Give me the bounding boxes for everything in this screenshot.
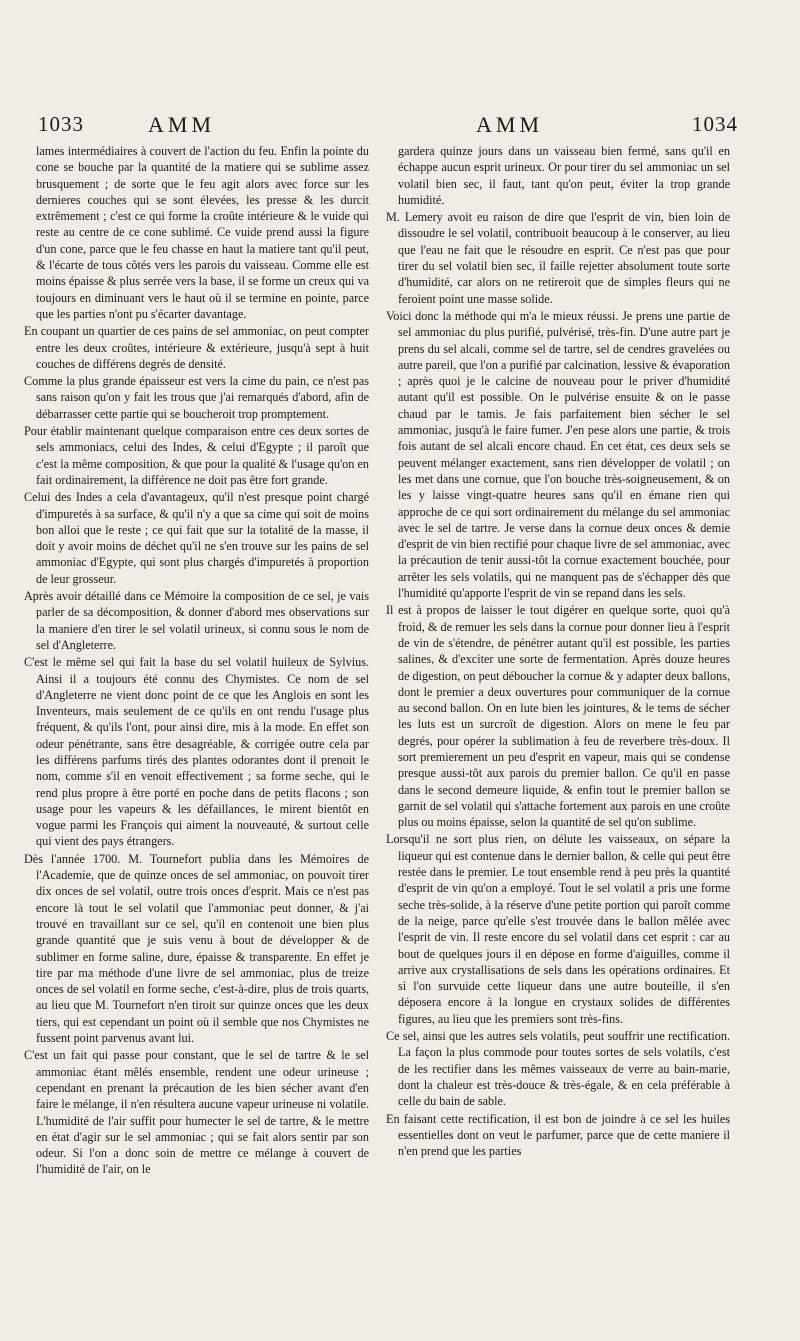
paragraph: Lorsqu'il ne sort plus rien, on délute les vaisseaux, on sépare la liqueur qui est contenue dans le dernier ballon, & celle qui peut être restée dans le premier. Le tout ensemble rend à peu près la quantité d'esprit de vin qu'on a employé. Tout le sel volatil a pris une forme seche très-solide, à la réserve d'une petite portion qui paroît comme de la neige, parce qu'elle s'est trouvée dans le ballon mêlée avec l'esprit de vin. Il reste encore du sel volatil dans cet esprit : car au bout de quelques jours il en dépose en forme d'aiguilles, comme il arrive aux crystallisations de sels dans les opérations ordinaires. Et si l'on survuide cette liqueur dans une autre bouteille, il s'en déposera encore à la longue en crystaux solides de différentes figures, au lieu que les premiers sont très-fins. [386, 832, 730, 1026]
paragraph: Ce sel, ainsi que les autres sels volatils, peut souffrir une rectification. La façon la plus commode pour toutes sortes de sels volatils, c'est de les rectifier dans les mêmes vaisseaux de verre au bain-marie, dont la chaleur est très-douce & très-égale, & en cela préférable à celle du bain de sable. [386, 1029, 730, 1109]
paragraph: M. Lemery avoit eu raison de dire que l'esprit de vin, bien loin de dissoudre le sel volatil, contribuoit beaucoup à le conserver, au lieu que l'eau ne fait que le résoudre en esprit. Ce n'est pas que pour tirer du sel volatil bien sec, il faille rejetter absolument toute sorte d'humidité, car alors on ne retireroit que de simples fleurs qui ne feroient point une masse solide. [386, 210, 730, 306]
paragraph: C'est le même sel qui fait la base du sel volatil huileux de Sylvius. Ainsi il a toujours été connu des Chymistes. Ce nom de sel d'Angleterre ne vient donc point de ce que les Anglois en sont les Inventeurs, mais seulement de ce qu'ils en ont rendu l'usage plus fréquent, & qu'ils l'ont, pour ainsi dire, mis à la mode. En effet son odeur pénétrante, sans être desagréable, & corrigée outre cela par les différens parfums tirés des plantes odorantes dont il prenoit le nom, comme s'il en venoit effectivement ; sa forme seche, qui le rend plus propre à être porté en poche dans de petits flacons ; son usage pour les vapeurs & les défaillances, le mirent bientôt en vogue parmi les François qui aiment la nouveauté, & surtout celle qui vient des pays étrangers. [24, 655, 369, 849]
page-number-left: 1033 [38, 112, 84, 136]
paragraph: Voici donc la méthode qui m'a le mieux réussi. Je prens une partie de sel ammoniac du plus purifié, pulvérisé, très-fin. D'une autre part je prens du sel alcali, comme sel de tartre, sel de cendres gravelées ou autre pareil, que l'on a purifié par calcination, lessive & évaporation ; après quoi je le calcine de nouveau pour le priver d'humidité autant qu'il est possible. On le pulvérise ensuite & on le passe chaud par le tamis. Je fais parfaitement bien sécher le sel ammoniac, jusqu'à le faire fumer. J'en pese alors une partie, & trois fois autant de sel alcali encore chaud. En cet état, ces deux sels se peuvent mélanger exactement, sans rien développer de volatil ; on les met dans une cornue, que l'on bouche très-soigneusement, & on les y laisse vingt-quatre heures sans qu'il en émane rien qui approche de ce qui sort ordinairement du mélange du sel ammoniac avec le sel de tartre. Je verse dans la cornue deux onces & demie d'esprit de vin bien rectifié pour chaque livre de sel ammoniac, avec la précaution de tenir aussi-tôt la cornue exactement bouchée, pour arrêter les sels volatils, qui ne manquent pas de s'échapper dès que l'humidité qu'apporte l'esprit de vin se repand dans les sels. [386, 308, 730, 601]
paragraph: C'est un fait qui passe pour constant, que le sel de tartre & le sel ammoniac étant mêlés ensemble, rendent une odeur urineuse ; cependant en prenant la précaution de les bien sécher avant d'en faire le mélange, il n'en résultera aucune vapeur urineuse ni volatile. L'humidité de l'air suffit pour humecter le sel de tartre, & le mettre en état d'agir sur le sel ammoniac ; qui se fait alors sentir par son odeur. Si l'on a donc soin de mettre ce mélange à couvert de l'humidité de l'air, on le [24, 1048, 369, 1177]
left-column [24, 143, 369, 1179]
paragraph: Après avoir détaillé dans ce Mémoire la composition de ce sel, je vais parler de sa décomposition, & donner d'abord mes observations sur la maniere d'en tirer le sel volatil urineux, si connu sous le nom de sel d'Angleterre. [24, 589, 369, 652]
running-header [38, 112, 738, 142]
page-number-right: 1034 [692, 112, 738, 136]
paragraph: gardera quinze jours dans un vaisseau bien fermé, sans qu'il en échappe aucun esprit urineux. Or pour tirer du sel ammoniac un sel volatil bien sec, il faut, tant qu'on peut, éviter la trop grande humidité. [398, 144, 730, 207]
right-column [386, 143, 730, 1160]
running-title-right: AMM [476, 112, 544, 137]
paragraph: Il est à propos de laisser le tout digérer en quelque sorte, quoi qu'à froid, & de remuer les sels dans la cornue pour donner lieu à l'esprit de vin de s'étendre, de pénétrer autant qu'il est possible, les parties salines, & d'exciter une sorte de fermentation. Après douze heures de digestion, on peut déboucher la cornue & y adapter deux ballons, dont le premier a deux ouvertures pour communiquer de la cornue au second ballon. On en lute bien les jointures, & le tems de sécher les luts est un surcroît de digestion. Alors on mene le feu par degrés, pour opérer la sublimation à feu de reverbere très-doux. Il sort premierement un peu d'esprit en vapeur, mais qui se condense presque aussi-tôt aux parois du premier ballon. Ce qu'il en passe dans le second demeure liquide, & enfin tout le premier ballon se garnit de sel volatil qui s'attache fortement aux parois en une croûte plus ou moins épaisse, selon la quantité de sel qu'on sublime. [386, 603, 731, 830]
paragraph: En faisant cette rectification, il est bon de joindre à ce sel les huiles essentielles dont on veut le parfumer, parce que de cette maniere il n'en prend que les parties [386, 1111, 730, 1159]
paragraph: Comme la plus grande épaisseur est vers la cime du pain, ce n'est pas sans raison qu'on y fait les trous que j'ai remarqués d'abord, afin de débarrasser cette partie qui se boucheroit trop promptement. [24, 374, 369, 421]
paragraph: lames intermédiaires à couvert de l'action du feu. Enfin la pointe du cone se bouche par la quantité de la matiere qui se sublime assez brusquement ; de sorte que le feu agit alors avec force sur les dernieres couches qui se sont élevées, les presse & les durcit extrêmement ; c'est ce qui forme la croûte intérieure & le vuide qui reste au centre de ce cone sublimé. Ce vuide prend aussi la figure d'un cone, parce que le feu chasse en haut la matiere tant qu'il peut, & l'écarte de tous côtés vers les parois du vaisseau. Comme elle est moins épaisse & plus serrée vers la base, il se forme un creux qui va toujours en diminuant vers le haut où il se termine en pointe, parce que les parties n'ont pu s'écarter davantage. [36, 144, 369, 321]
paragraph: Celui des Indes a cela d'avantageux, qu'il n'est presque point chargé d'impuretés à sa surface, & qu'il n'y a que sa cime qui soit de moins bon alloi que le reste ; ce qui fait que sur la totalité de la masse, il doit y avoir moins de déchet qu'il ne s'en trouve sur les pains de sel ammoniac d'Egypte, qui sont plus chargés d'impuretés à proportion de leur grosseur. [24, 490, 369, 586]
paragraph: Pour établir maintenant quelque comparaison entre ces deux sortes de sels ammoniacs, celui des Indes, & celui d'Egypte ; il paroît que c'est la même composition, & que pour la qualité & l'usage qu'on en fait ordinairement, la différence ne doit pas être fort grande. [24, 424, 369, 487]
running-title-left: AMM [148, 112, 216, 137]
paragraph: Dès l'année 1700. M. Tournefort publia dans les Mémoires de l'Academie, que de quinze onces de sel ammoniac, on pouvoit tirer dix onces de sel volatil, outre trois onces d'esprit. Mais ce n'est pas encore là tout le sel volatil que l'ammoniac peut donner, & j'ai trouvé en travaillant sur ce sel, qu'il en contenoit une bien plus grande quantité que je suis venu à bout de développer & de sublimer en forme saline, dure, épaisse & transparente. En effet je tire par ma méthode d'une livre de sel ammoniac, plus de treize onces de sel volatil en forme seche, c'est-à-dire, plus de trois quarts, au lieu que M. Tournefort n'en tiroit sur quinze onces que les deux tiers, qui est cependant un point où il semble que nos Chymistes ne fussent point parvenus avant lui. [24, 851, 369, 1046]
paragraph: En coupant un quartier de ces pains de sel ammoniac, on peut compter entre les deux croûtes, intérieure & extérieure, jusqu'à sept à huit couches de différens degrés de densité. [24, 324, 369, 371]
